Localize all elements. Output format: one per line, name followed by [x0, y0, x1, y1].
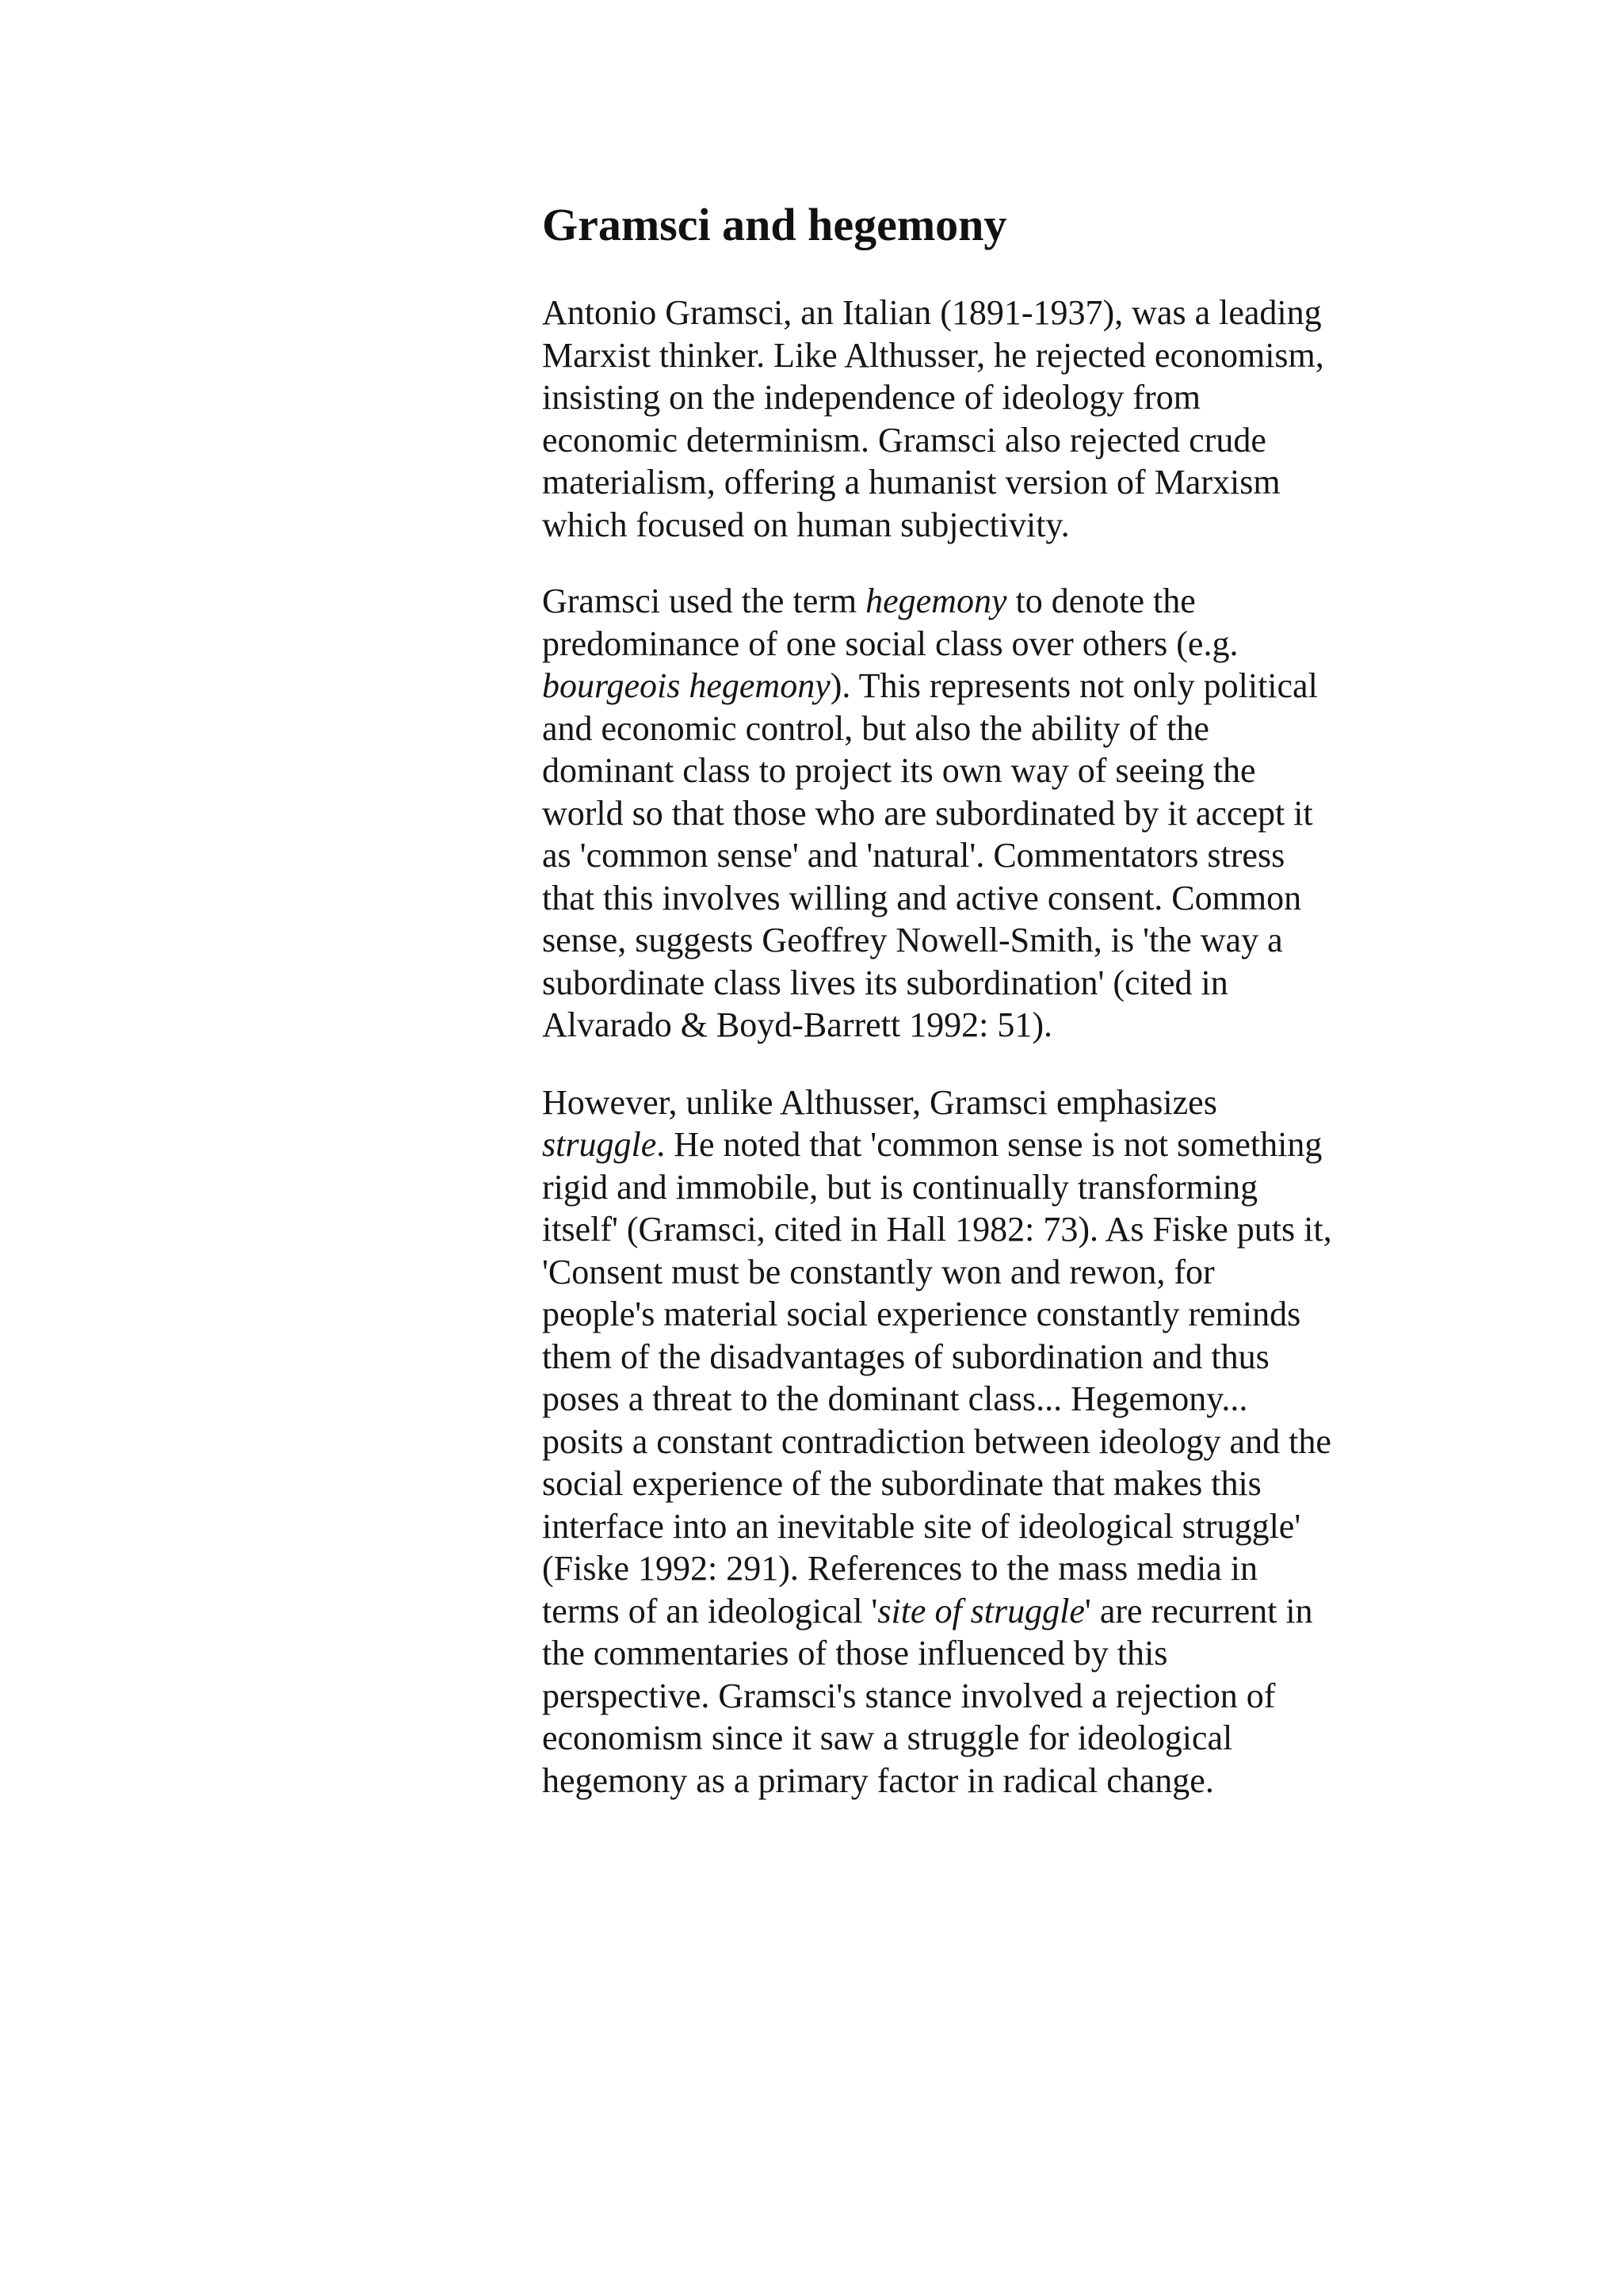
- text-line: [542, 1547, 1398, 1590]
- text-run: Marxist thinker. Like Althusser, he rejected economism,: [542, 335, 1324, 375]
- text-line: [542, 623, 1398, 666]
- article-body: [542, 195, 1398, 1802]
- text-line: [542, 292, 1398, 334]
- text-line: [542, 1505, 1398, 1548]
- page-title: Gramsci and hegemony: [542, 199, 1007, 250]
- text-run: 'Consent must be constantly won and rewon, for: [542, 1252, 1215, 1291]
- text-run: predominance of one social class over others (e.g.: [542, 624, 1239, 663]
- text-line: [542, 707, 1398, 750]
- text-run: ). This represents not only political: [830, 666, 1318, 705]
- text-run: economism since it saw a struggle for ideological: [542, 1718, 1233, 1757]
- text-run: social experience of the subordinate that makes this: [542, 1464, 1262, 1503]
- text-line: [542, 376, 1398, 419]
- text-run: Gramsci used the term: [542, 582, 866, 620]
- text-line: [542, 792, 1398, 835]
- text-run: However, unlike Althusser, Gramsci emphasizes: [542, 1082, 1217, 1122]
- text-run: interface into an inevitable site of ideological struggle': [542, 1506, 1301, 1546]
- italic-text: site of struggle: [877, 1591, 1085, 1630]
- text-run: subordinate class lives its subordination' (cited in: [542, 963, 1228, 1002]
- text-run: perspective. Gramsci's stance involved a rejection of: [542, 1676, 1276, 1715]
- text-line: [542, 834, 1398, 877]
- text-run: rigid and immobile, but is continually transforming: [542, 1167, 1258, 1207]
- text-line: [542, 1378, 1398, 1421]
- text-run: the commentaries of those influenced by this: [542, 1634, 1168, 1672]
- text-line: [542, 1632, 1398, 1675]
- text-run: that this involves willing and active consent. Common: [542, 878, 1302, 917]
- text-line: [542, 919, 1398, 962]
- text-run: itself' (Gramsci, cited in Hall 1982: 73). As Fiske puts it,: [542, 1210, 1332, 1249]
- text-run: them of the disadvantages of subordination and thus: [542, 1337, 1270, 1376]
- text-run: (Fiske 1992: 291). References to the mass media in: [542, 1549, 1258, 1588]
- paragraph-1: [542, 292, 1398, 546]
- text-line: [542, 504, 1398, 547]
- text-line: [542, 1760, 1398, 1802]
- text-run: to denote the: [1006, 582, 1196, 620]
- text-run: posits a constant contradiction between ideology and the: [542, 1421, 1331, 1461]
- text-run: materialism, offering a humanist version of Marxism: [542, 463, 1281, 502]
- text-run: dominant class to project its own way of seeing the: [542, 751, 1256, 790]
- text-line: [542, 1166, 1398, 1209]
- text-line: [542, 749, 1398, 792]
- paragraph-3: [542, 1081, 1398, 1802]
- text-run: ' are recurrent in: [1084, 1591, 1313, 1630]
- italic-text: struggle: [542, 1125, 657, 1164]
- text-line: [542, 1421, 1398, 1463]
- paragraph-2: [542, 580, 1398, 1047]
- text-line: [542, 1208, 1398, 1251]
- text-run: insisting on the independence of ideology from: [542, 378, 1201, 417]
- text-run: which focused on human subjectivity.: [542, 505, 1070, 544]
- text-line: [542, 580, 1398, 623]
- text-run: Antonio Gramsci, an Italian (1891-1937), was a leading: [542, 293, 1322, 332]
- text-run: as 'common sense' and 'natural'. Commentators stress: [542, 836, 1285, 875]
- text-line: [542, 419, 1398, 462]
- text-run: terms of an ideological ': [542, 1591, 878, 1630]
- text-line: [542, 877, 1398, 920]
- text-line: [542, 1004, 1398, 1047]
- text-run: poses a threat to the dominant class... Hegemony...: [542, 1379, 1248, 1418]
- text-line: [542, 665, 1398, 707]
- text-run: and economic control, but also the ability of the: [542, 708, 1209, 748]
- text-line: [542, 962, 1398, 1005]
- text-run: Alvarado & Boyd-Barrett 1992: 51).: [542, 1005, 1052, 1044]
- text-line: [542, 461, 1398, 504]
- text-line: [542, 1081, 1398, 1124]
- text-run: hegemony as a primary factor in radical change.: [542, 1760, 1214, 1800]
- text-line: [542, 1463, 1398, 1505]
- text-line: [542, 1336, 1398, 1379]
- text-run: world so that those who are subordinated by it accept it: [542, 793, 1313, 833]
- italic-text: hegemony: [865, 582, 1007, 620]
- text-line: [542, 1675, 1398, 1718]
- text-line: [542, 1251, 1398, 1294]
- text-line: [542, 1123, 1398, 1166]
- text-run: . He noted that 'common sense is not something: [656, 1125, 1323, 1164]
- text-run: people's material social experience constantly reminds: [542, 1295, 1301, 1333]
- text-line: [542, 1293, 1398, 1336]
- text-line: [542, 1717, 1398, 1760]
- text-run: economic determinism. Gramsci also rejected crude: [542, 420, 1266, 460]
- text-line: [542, 1590, 1398, 1633]
- text-line: [542, 334, 1398, 377]
- italic-text: bourgeois hegemony: [542, 666, 831, 705]
- text-run: sense, suggests Geoffrey Nowell-Smith, is 'the way a: [542, 921, 1283, 959]
